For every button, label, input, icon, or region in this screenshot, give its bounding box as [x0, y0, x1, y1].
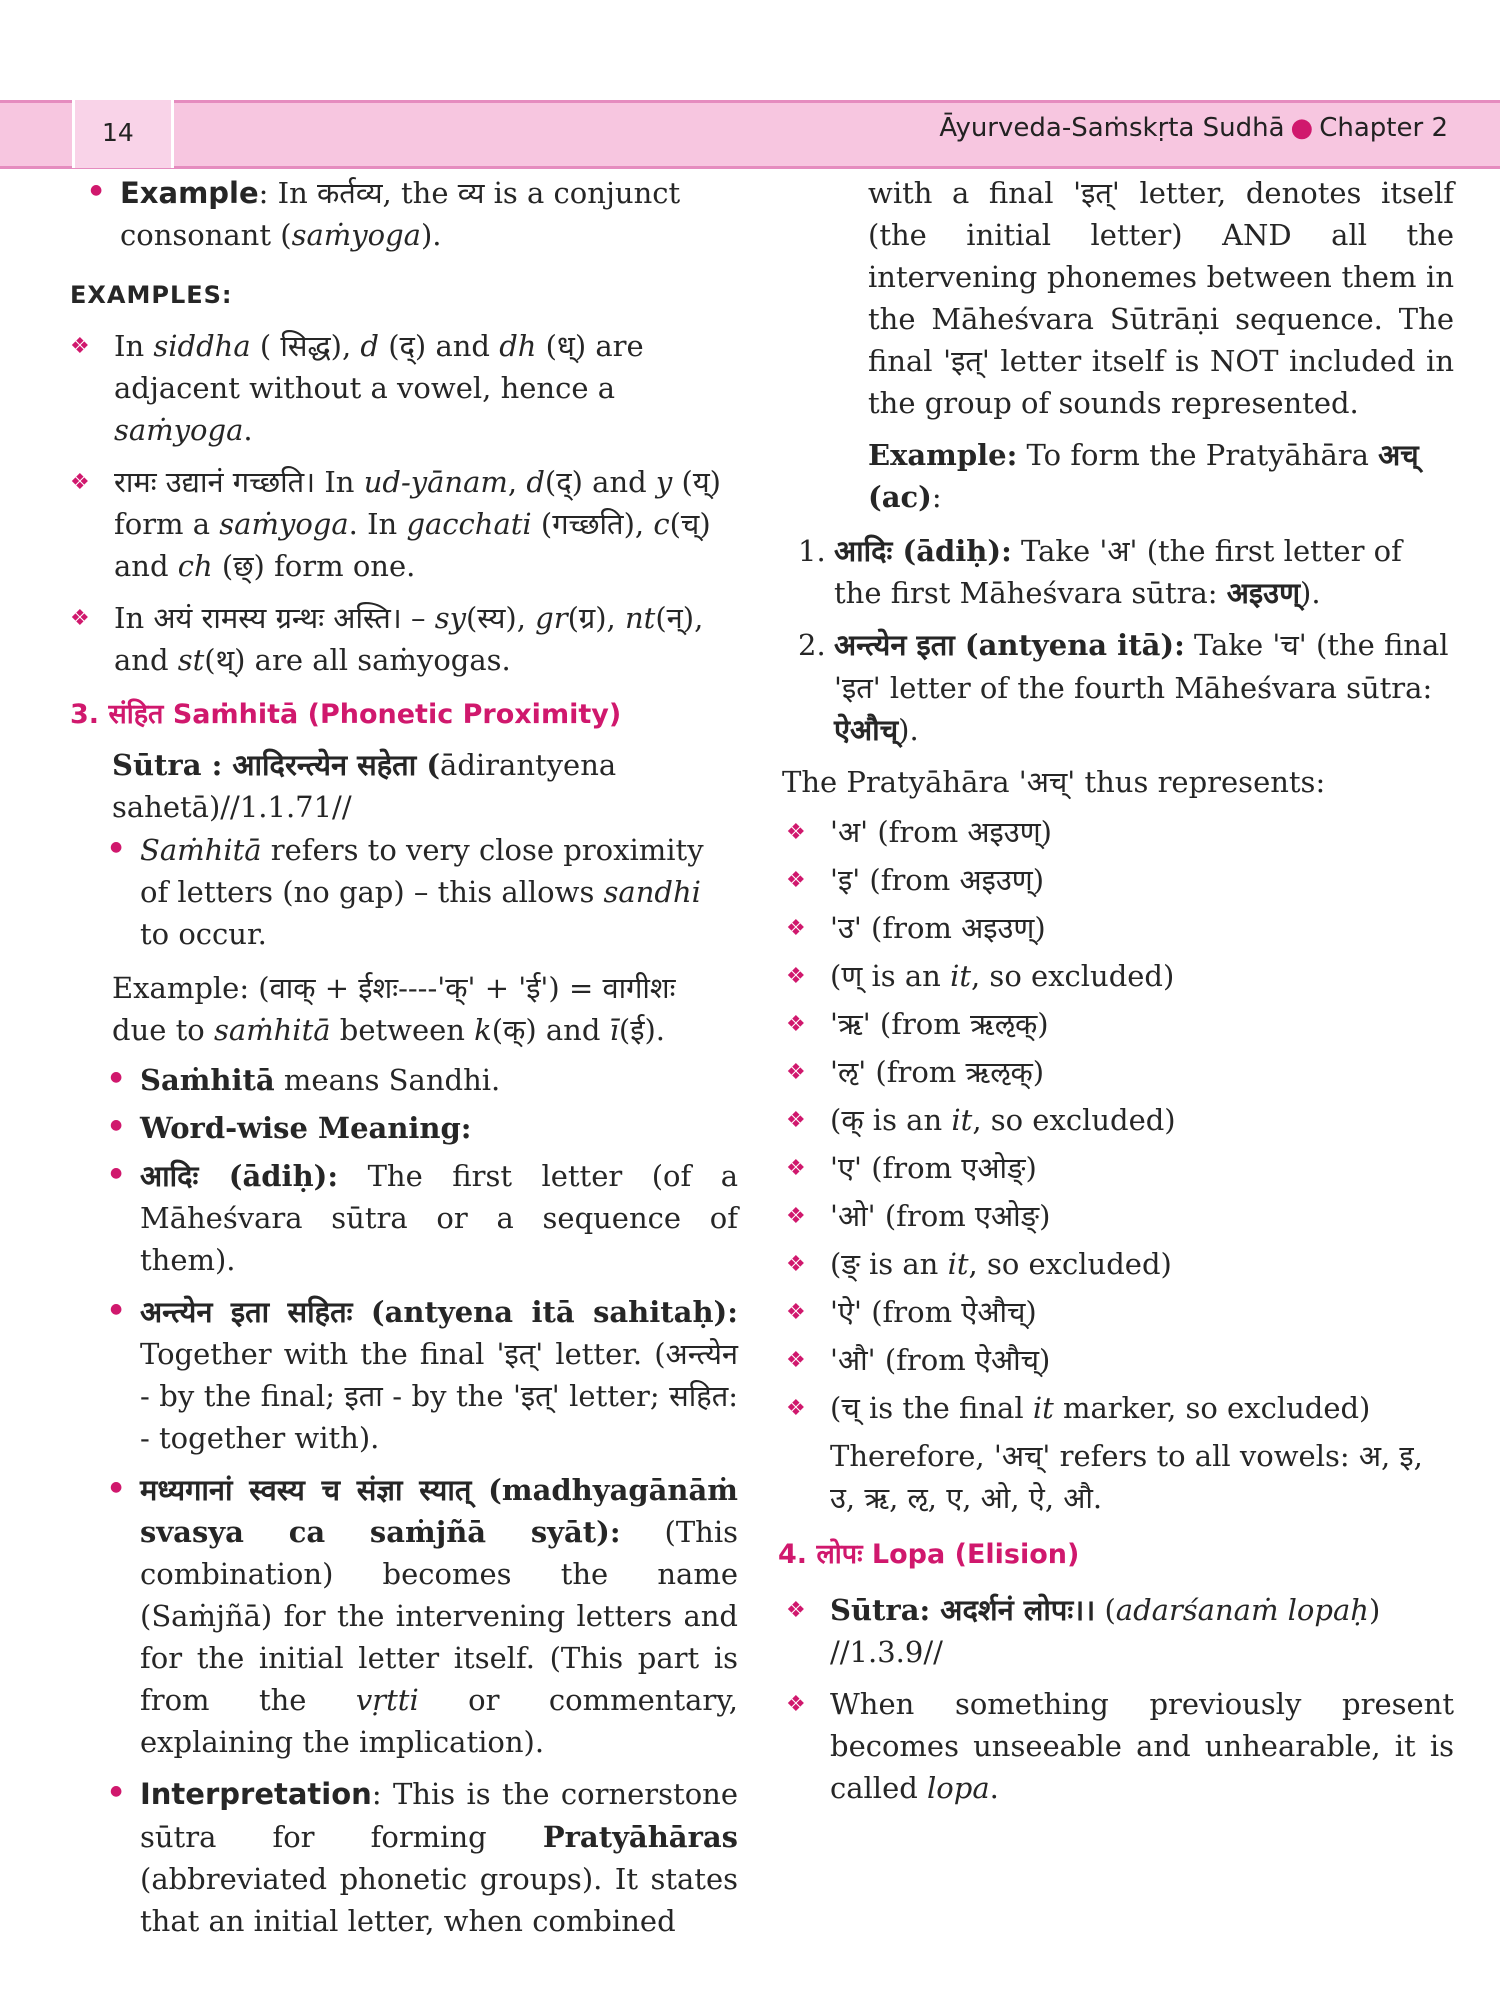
sutra-3: Sūtra : आदिरन्त्येन सहेता (ādirantyena sahetā)//1.1.71// — [112, 748, 617, 825]
therefore-line: Therefore, 'अच्' refers to all vowels: अ, इ, उ, ऋ, ऌ, ए, ओ, ऐ, औ. — [830, 1439, 1423, 1516]
list-item: ❖ 'ऐ' (from ऐऔच्) — [786, 1291, 1454, 1333]
bullet-antyena: ● अन्त्येन इता सहितः (antyena itā sahitaḥ): Together with the final 'इत्' letter. (अन्त्येन - by the final; इता - by the 'इत्' letter; सहित: - together with). — [90, 1291, 738, 1459]
example-item-2: ❖ रामः उद्यानं गच्छति। In ud-yānam, d(द्) and y (य्) form a saṁyoga. In gacchati (गच्छति), c(च्) and ch (छ्) form one. — [70, 461, 738, 587]
lopa-sutra: ❖ Sūtra: अदर्शनं लोपः।। (adarśanaṁ lopaḥ) //1.3.9// — [786, 1589, 1454, 1673]
chapter-label: Chapter 2 — [1319, 113, 1448, 143]
step-1: 1. आदिः (ādiḥ): Take 'अ' (the first letter of the first Māheśvara sūtra: अइउण्). — [798, 534, 1402, 611]
step-2: 2. अन्त्येन इता (antyena itā): Take 'च' (the final 'इत' letter of the fourth Māheśvara sūtra: ऐऔच्). — [798, 628, 1449, 747]
list-item: ❖ (ङ् is an it, so excluded) — [786, 1243, 1454, 1285]
list-item: ❖ (च् is the final it marker, so excluded) — [786, 1387, 1454, 1429]
examples-heading: EXAMPLES: — [70, 281, 233, 310]
running-header — [939, 113, 1448, 143]
book-title: Āyurveda-Saṁskṛta Sudhā — [939, 113, 1285, 143]
list-item: ❖ 'ओ' (from एओङ्) — [786, 1195, 1454, 1237]
left-column — [70, 172, 738, 1948]
list-item: ❖ 'उ' (from अइउण्) — [786, 907, 1454, 949]
vowel-list — [778, 811, 1454, 1430]
continued-paragraph: with a final 'इत्' letter, denotes itself (the initial letter) AND all the intervening phonemes between them in the Māheśvara Sūtrāṇi sequence. The final 'इत्' letter itself is NOT included in the group of sounds represented. — [868, 176, 1454, 421]
represents-line: The Pratyāhāra 'अच्' thus represents: — [782, 764, 1326, 799]
list-item: ❖ 'ए' (from एओङ्) — [786, 1147, 1454, 1189]
separator-dot-icon: ● — [1290, 113, 1314, 143]
bullet-interpretation: ● Interpretation: This is the cornerstone sūtra for forming Pratyāhāras (abbreviated phonetic groups). It states that an initial letter, when combined — [90, 1773, 738, 1941]
bullet-madhyaganam: ● मध्यगानां स्वस्य च संज्ञा स्यात् (madhyagānāṁ svasya ca saṁjñā syāt): (This combination) becomes the name (Saṁjñā) for the intervening letters and for the initial letter itself. (This part is from the vṛtti or commentary, explaining the implication). — [90, 1469, 738, 1763]
header-rule-top — [0, 100, 1500, 103]
section-3-heading: 3. संहित Saṁhitā (Phonetic Proximity) — [70, 699, 622, 731]
bullet-adih: ● आदिः (ādiḥ): The first letter (of a Māheśvara sūtra or a sequence of them). — [90, 1155, 738, 1281]
right-column — [778, 172, 1454, 1819]
list-item: ❖ 'ऋ' (from ऋऌक्) — [786, 1003, 1454, 1045]
list-item: ❖ 'अ' (from अइउण्) — [786, 811, 1454, 853]
example-pratyahara: Example: To form the Pratyāhāra अच् (ac): — [868, 438, 1419, 515]
samhita-bullet: ● Saṁhitā refers to very close proximity of letters (no gap) – this allows sandhi to occur. — [90, 829, 738, 955]
example-item-3: ❖ In अयं रामस्य ग्रन्थः अस्ति। – sy(स्य), gr(ग्र), nt(न्), and st(थ्) are all saṁyogas. — [70, 597, 738, 681]
section-4-heading: 4. लोपः Lopa (Elision) — [778, 1539, 1080, 1571]
example-item-1: ❖ In siddha ( सिद्ध), d (द्) and dh (ध्) are adjacent without a vowel, hence a saṁyoga. — [70, 325, 738, 451]
bullet-samhita-sandhi: ● Saṁhitā means Sandhi. — [90, 1059, 738, 1101]
list-item: ❖ 'औ' (from ऐऔच्) — [786, 1339, 1454, 1381]
page-number: 14 — [102, 118, 134, 147]
list-item: ❖ 'इ' (from अइउण्) — [786, 859, 1454, 901]
lopa-definition: ❖ When something previously present becomes unseeable and unhearable, it is called lopa. — [786, 1683, 1454, 1809]
header-rule-bottom — [0, 166, 1500, 169]
example-line: Example: (वाक् + ईशः----'क्' + 'ई') = वागीशः due to saṁhitā between k(क्) and ī(ई). — [112, 970, 676, 1047]
list-item: ❖ 'ऌ' (from ऋऌक्) — [786, 1051, 1454, 1093]
bullet-word-wise: ● Word-wise Meaning: — [90, 1107, 738, 1149]
list-item: ❖ (क् is an it, so excluded) — [786, 1099, 1454, 1141]
list-item: ❖ (ण् is an it, so excluded) — [786, 955, 1454, 997]
example-bullet: ● Example: In कर्तव्य, the व्य is a conjunct consonant (saṁyoga). — [70, 172, 738, 256]
